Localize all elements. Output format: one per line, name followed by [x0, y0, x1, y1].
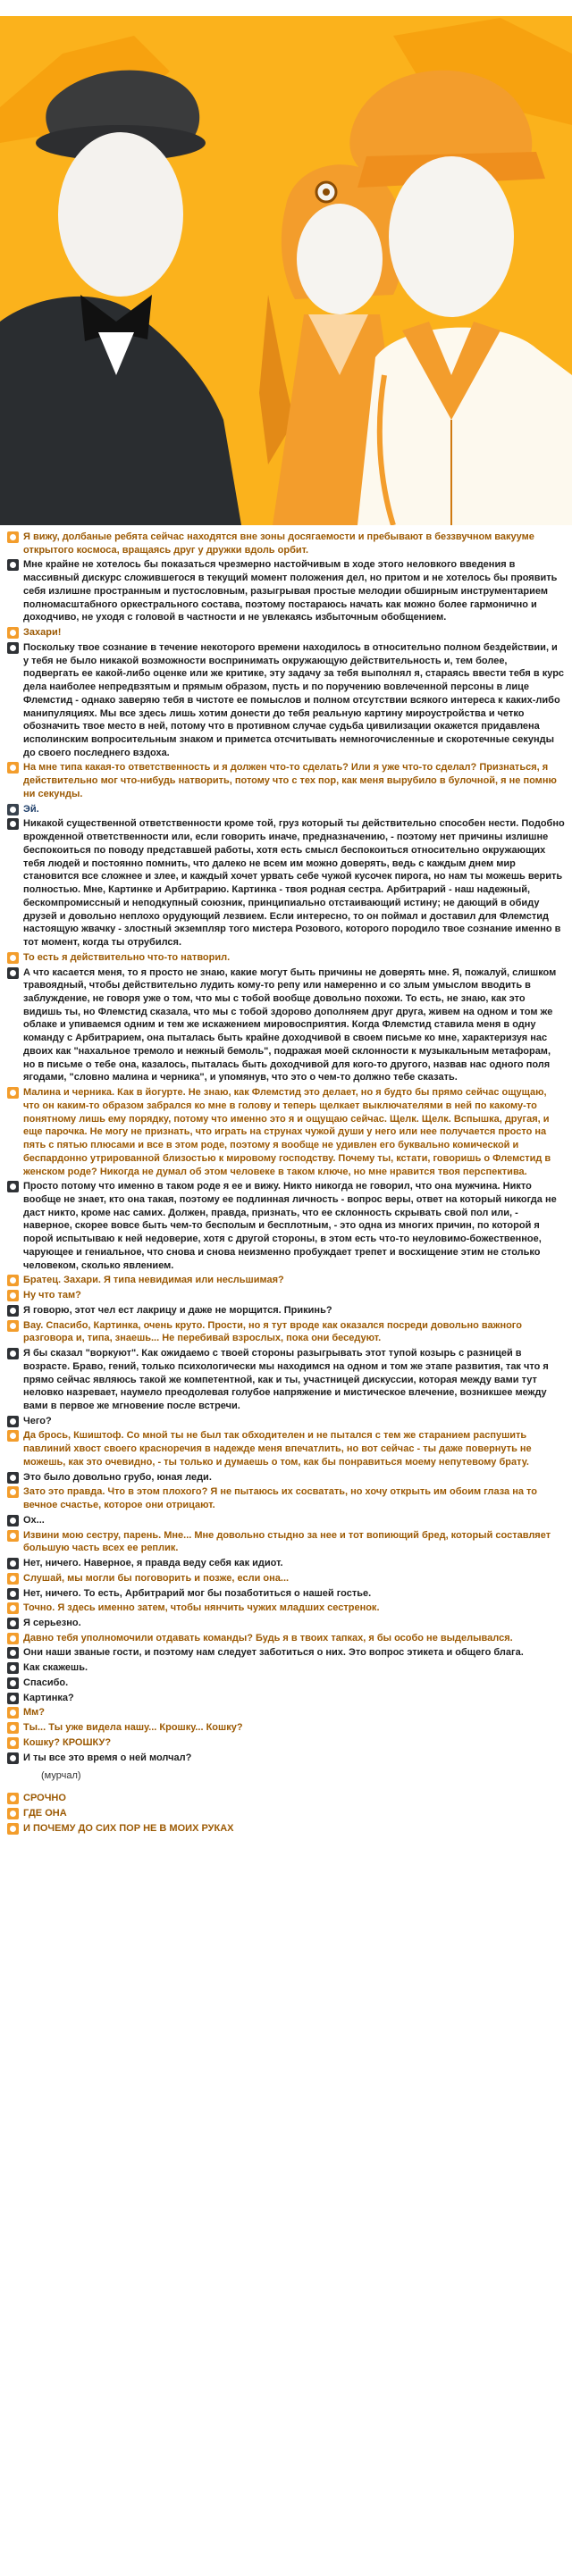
dialogue-text: Зато это правда. Что в этом плохого? Я не пытаюсь их сосватать, но хочу открыть им обоим глаза на то вечное счастье, которое они отрицают.	[23, 1486, 538, 1511]
dialogue-line	[7, 626, 565, 640]
dialogue-line	[7, 1180, 565, 1272]
speaker-orange-avatar-icon	[7, 1087, 19, 1099]
dialogue-text: Извини мою сестру, парень. Мне... Мне довольно стыдно за нее и тот вопиющий бред, который составляет большую часть всех ее реплик.	[23, 1529, 551, 1554]
dialogue-line	[7, 1632, 565, 1645]
dialogue-line	[7, 1347, 565, 1413]
speaker-dark-avatar-icon	[7, 818, 19, 830]
speaker-dark-avatar-icon	[7, 559, 19, 571]
speaker-dark-avatar-icon	[7, 1472, 19, 1484]
speaker-orange-avatar-icon	[7, 531, 19, 543]
speaker-orange-avatar-icon	[7, 762, 19, 774]
dialogue-text: И ты все это время о ней молчал?	[23, 1752, 192, 1763]
dialogue-text: Кошку? КРОШКУ?	[23, 1736, 112, 1748]
dialogue-line	[7, 1471, 565, 1485]
dialogue-line	[7, 1706, 565, 1719]
speaker-dark-avatar-icon	[7, 1515, 19, 1526]
dialogue-text: ГДЕ ОНА	[23, 1807, 67, 1819]
speaker-orange-avatar-icon	[7, 1320, 19, 1332]
dialogue-line	[7, 1617, 565, 1630]
speaker-orange-avatar-icon	[7, 1737, 19, 1749]
dialogue-text: На мне типа какая-то ответственность и я должен что-то сделать? Или я уже что-то сделал? Признаться, я действительно мог что-нибудь натворить, потому что с тех пор, как меня вырубило в булочной, я не помню ни секунды.	[23, 762, 557, 799]
speaker-dark-avatar-icon	[7, 1348, 19, 1359]
speaker-dark-avatar-icon	[7, 1693, 19, 1704]
dialogue-line	[7, 1792, 565, 1805]
speaker-orange-avatar-icon	[7, 1707, 19, 1719]
dialogue-text: Они наши званые гости, и поэтому нам следует заботиться о них. Это вопрос этикета и общего блага.	[23, 1647, 524, 1659]
dialogue-line	[7, 558, 565, 624]
dialogue-line	[7, 966, 565, 1085]
dialogue-text: Малина и черника. Как в йогурте. Не знаю, как Флемстид это делает, но я будто бы прямо сейчас ощущаю, что он каким-то образом забрался ко мне в голову и теперь щелкает выключателями в ней по какому-то понятному лишь ему порядку, потому что именно это я и ощущаю сейчас. Щелк. Щелк. Вспышка, другая, и еще парочка. Не могу не признать, что играть на струнах чужой души у него или нее получается просто на пять с пятью плюсами и все в этом роде, поэтому я вообще не удивлен его буквально комической и беспардонно утрированной близостью к мировому господству. Почему ты, кстати, говоришь о Флемстид в женском роде? Никогда не думал об этом человеке в таком ключе, но мне нравится твоя перспектива.	[23, 1087, 551, 1177]
speaker-dark-avatar-icon	[7, 1647, 19, 1659]
dialogue-line	[7, 1572, 565, 1585]
dialogue-line	[7, 761, 565, 800]
dialogue-line	[7, 1769, 565, 1783]
dialogue-line	[7, 1646, 565, 1660]
dialogue-line	[7, 803, 565, 816]
dialogue-text: Я вижу, долбаные ребята сейчас находятся вне зоны досягаемости и пребывают в беззвучном вакууме открытого космоса, вращаясь друг у дружки вдоль орбит.	[23, 531, 534, 556]
speaker-dark-avatar-icon	[7, 967, 19, 979]
comic-illustration	[0, 0, 572, 525]
dialogue-text: И ПОЧЕМУ ДО СИХ ПОР НЕ В МОИХ РУКАХ	[23, 1822, 234, 1834]
dialogue-line	[7, 1677, 565, 1690]
dialogue-text: Захари!	[23, 627, 62, 639]
dialogue-text: Давно тебя уполномочили отдавать команды? Будь я в твоих тапках, я бы особо не выделывался.	[23, 1632, 513, 1643]
dialogue-line	[7, 1429, 565, 1468]
dialogue-line	[7, 1304, 565, 1317]
dialogue-text: Ну что там?	[23, 1290, 81, 1301]
speaker-orange-avatar-icon	[7, 1823, 19, 1835]
dialogue-text: Слушай, мы могли бы поговорить и позже, если она...	[23, 1572, 290, 1584]
speaker-dark-avatar-icon	[7, 1305, 19, 1317]
speaker-orange-avatar-icon	[7, 627, 19, 639]
dialogue-line	[7, 1086, 565, 1178]
dialogue-text: Точно. Я здесь именно затем, чтобы нянчить чужих младших сестренок.	[23, 1602, 380, 1614]
dialogue-text: Поскольку твое сознание в течение некоторого времени находилось в относительно полном бездействии, и у тебя не было никакой возможности воспринимать окружающую действительность и, тем более, подвергать ее какой-либо оценке или же критике, эту задачу за тебя выполнял я, стараясь ввести тебя в курс дела наиболее непредвзятым и прямым образом, пусть и по поручению вовлеченной персоны в лице Флемстид - однако заверяю тебя в чистоте ее помыслов и полном отсутствии всякого интереса к каких-либо манипуляциях. Мы все здесь лишь хотим донести до тебя реальную картину мироустройства и четко обозначить твое место в ней, потому что в противном случае судьба цивилизации окажется придавлена исполинским вопросительным знаком и приметса отсчитывать немногочисленные и скоротечные секунды до своего последнего вздоха.	[23, 641, 565, 758]
dialogue-text: Я серьезно.	[23, 1618, 81, 1629]
dialogue-line	[7, 1319, 565, 1345]
speaker-blue-avatar-icon	[7, 804, 19, 815]
dialogue-text: Картинка?	[23, 1692, 74, 1703]
dialogue-text: Братец. Захари. Я типа невидимая или несльшимая?	[23, 1275, 284, 1286]
dialogue-line	[7, 1752, 565, 1765]
dialogue-line	[7, 1822, 565, 1836]
dialogue-text: Я говорю, этот чел ест лакрицу и даже не морщится. Прикинь?	[23, 1304, 332, 1316]
dialogue-line	[7, 1557, 565, 1570]
speaker-dark-avatar-icon	[7, 1677, 19, 1689]
dialogue-text: (мурчал)	[41, 1770, 81, 1782]
dialogue-text: То есть я действительно что-то натворил.	[23, 951, 231, 963]
dialogue-line	[7, 1587, 565, 1601]
dialogue-text: Да брось, Кшиштоф. Со мной ты не был так обходителен и не пытался с тем же старанием распушить павлиний хвост своего красноречия в надежде меня впечатлить, но вот сейчас - ты даже повернуть не можешь, как это очевидно, - ты только и думаешь о том, как бы понравиться моему непутевому брату.	[23, 1430, 532, 1468]
dialogue-text: Я бы сказал "воркуют". Как ожидаемо с твоей стороны разыгрывать этот тупой козырь с разницей в возрасте. Браво, гений, только психологически мы находимся на одном и том же этапе развития, так что я прямо сейчас являюсь такой же компетентной, как и ты, участницей дискуссии, которая между вами тут неловко назревает, наумело преодолевая голубое напряжение и мистическое влечение, возникшее между вами в первое же мгновение после встречи.	[23, 1348, 549, 1411]
dialogue-text: Это было довольно грубо, юная леди.	[23, 1471, 212, 1483]
dialogue-text: СРОЧНО	[23, 1793, 66, 1804]
dialogue-log	[7, 531, 565, 1836]
speaker-dark-avatar-icon	[7, 1416, 19, 1427]
speaker-dark-avatar-icon	[7, 1662, 19, 1674]
speaker-dark-avatar-icon	[7, 642, 19, 654]
dialogue-text: А что касается меня, то я просто не знаю, какие могут быть причины не доверять мне. Я, пожалуй, слишком травоядный, чтобы действительно лудить кому-то репу или намеренно и со злым умыслом вводить в заблуждение, не говоря уже о том, что мы с тобой вообще довольно похожи. То есть, не знаю, как это видишь ты, но Флемстид сказала, что мы с тобой здорово дополняем друг друга, живем на одном и том же облаке и упиваемся одним и тем же искажением мировосприятия. Когда Флемстид ставила меня в одну команду с Арбитрарием, она пыталась быть крайне доходчивой в своем письме ко мне, характеризуя нас двоих как "нахальное тремоло и нежный бемоль", подражая моей склонности к музыкальным метафорам, но в письме о тебе она, казалось, пыталась быть доходчивой для кого-то другого, назвав нас одного поля ягодами, "словно малина и черника", и упомянув, что это о чем-то должно тебе сказать.	[23, 966, 557, 1083]
dialogue-line	[7, 1289, 565, 1302]
dialogue-text: Никакой существенной ответственности кроме той, груз который ты действительно способен нести. Подобно врожденной ответственности или, если говорить иначе, предназначению, - поэтому нет причины излишне беспокоиться по поводу представшей работы, хотя есть смысл беспокоиться относительно окружающих тебя людей и постоянно помнить, что далеко не всем им можно доверять, ведь с каждым днем мир становится все сложнее и злее, и каждый хочет урвать себе чужой кусочек пирога, но нам ты можешь верить полностью. Мне, Картинке и Арбитрарию. Картинка - твоя родная сестра. Арбитрарий - наш надежный, бескомпромиссный и неподкупный союзник, принципиально отстаивающий истину; не дающий в обиду друзей и довольно неплохо орудующий лезвием. Если интересно, то он поймал и доставил для Флемстид настоящую жвачку - злостный экземпляр того мистера Розового, которого породило твое сознание именно в тот момент, когда ты отрубился.	[23, 818, 565, 949]
dialogue-line	[7, 1692, 565, 1705]
speaker-orange-avatar-icon	[7, 1486, 19, 1498]
dialogue-line	[7, 531, 565, 556]
dialogue-text: Спасибо.	[23, 1677, 69, 1688]
speaker-dark-avatar-icon	[7, 1558, 19, 1569]
dialogue-text: Мне крайне не хотелось бы показаться чрезмерно настойчивым в ходе этого неловкого введения в массивный дискурс сложившегося в текущий момент положения дел, но притом и не хотелось бы проявить себя излишне пространным и пустословным, разыгрывая простые мелодии обширным инструментарием полномасштабного оркестрального состава, поэтому постараюсь начать как можно более гармонично и доходчиво, не уходя с головой в частности и не увлекаясь избыточным обобщением.	[23, 559, 558, 623]
speaker-dark-avatar-icon	[7, 1752, 19, 1764]
speaker-orange-avatar-icon	[7, 1633, 19, 1644]
dialogue-text: Как скажешь.	[23, 1662, 88, 1674]
dialogue-line	[7, 1736, 565, 1750]
dialogue-text: Просто потому что именно в таком роде я ее и вижу. Никто никогда не говорил, что она мужчина. Никто вообще не знает, кто она такая, поэтому ее подлинная личность - вопрос веры, ответ на который никогда не даст никто, кроме нас самих. Должен, правда, признать, что ее склонность скрывать свой пол или, - наверное, скорее вовсе быть чем-то бесполым и бесплотным, - это одна из многих причин, по которой я порой испытываю к ней недоверие, хотя с другой стороны, в этом есть что-то неуловимо-божественное, чарующее и гениальное, что снова и снова неизменно пробуждает трепет и восхищение этим не столько человеком, сколько явлением.	[23, 1181, 557, 1271]
dialogue-line	[7, 1807, 565, 1820]
speaker-dark-avatar-icon	[7, 1588, 19, 1600]
speaker-orange-avatar-icon	[7, 952, 19, 964]
dialogue-line	[7, 1485, 565, 1511]
speaker-orange-avatar-icon	[7, 1808, 19, 1819]
dialogue-line	[7, 641, 565, 760]
dialogue-text: Вау. Спасибо, Картинка, очень круто. Прости, но я тут вроде как оказался посреди довольно важного разговора и, типа, знаешь... Не перебивай взрослых, пока они беседуют.	[23, 1319, 522, 1344]
dialogue-line	[7, 1661, 565, 1675]
dialogue-line	[7, 1529, 565, 1555]
speaker-orange-avatar-icon	[7, 1530, 19, 1542]
dialogue-text: Нет, ничего. Наверное, я правда веду себя как идиот.	[23, 1558, 283, 1569]
speaker-orange-avatar-icon	[7, 1290, 19, 1301]
dialogue-line	[7, 1415, 565, 1428]
dialogue-text: Чего?	[23, 1415, 52, 1426]
dialogue-line	[7, 1602, 565, 1615]
speaker-orange-avatar-icon	[7, 1602, 19, 1614]
dialogue-line	[7, 1514, 565, 1527]
dialogue-line	[7, 1721, 565, 1735]
speaker-dark-avatar-icon	[7, 1181, 19, 1192]
dialogue-line	[7, 817, 565, 949]
speaker-orange-avatar-icon	[7, 1793, 19, 1804]
dialogue-text: Эй.	[23, 803, 39, 815]
speaker-orange-avatar-icon	[7, 1275, 19, 1286]
dialogue-text: Ты... Ты уже видела нашу... Крошку... Кошку?	[23, 1722, 243, 1734]
speaker-orange-avatar-icon	[7, 1722, 19, 1734]
speaker-orange-avatar-icon	[7, 1573, 19, 1585]
dialogue-text: Мм?	[23, 1707, 46, 1719]
speaker-orange-avatar-icon	[7, 1430, 19, 1442]
dialogue-line	[7, 1274, 565, 1287]
dialogue-line	[7, 951, 565, 965]
dialogue-text: Нет, ничего. То есть, Арбитрарий мог бы позаботиться о нашей гостье.	[23, 1587, 372, 1599]
dialogue-text: Ох...	[23, 1514, 45, 1526]
speaker-dark-avatar-icon	[7, 1618, 19, 1629]
